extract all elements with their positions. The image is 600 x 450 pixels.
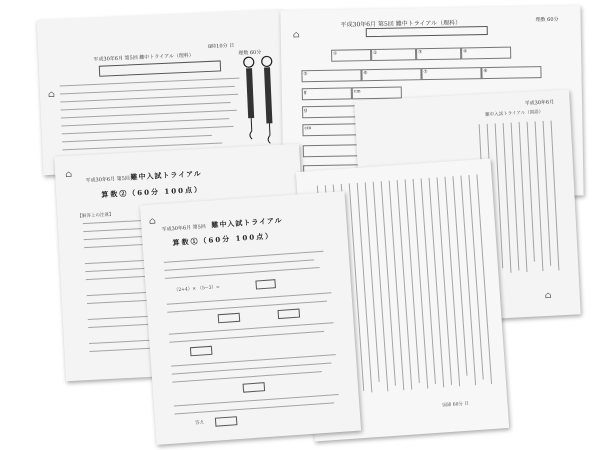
text-column xyxy=(373,182,389,392)
sheet-math-1 xyxy=(140,191,361,445)
sheet-header: 平成30年6月 第5回 難中トライアル（理科） xyxy=(93,52,194,63)
text-column xyxy=(381,181,396,386)
text-column xyxy=(511,123,520,271)
house-icon: ⌂ xyxy=(544,290,552,302)
sheet-header: 平成30年6月 第5回 難中トライアル（理科） xyxy=(340,19,462,29)
sheet-subject: 算数②（60分 100点） xyxy=(101,184,204,200)
text-line xyxy=(61,102,231,110)
text-column xyxy=(389,181,405,391)
text-column xyxy=(543,121,552,266)
text-line xyxy=(60,78,240,87)
answer-cell: ① xyxy=(331,49,371,62)
answer-cell: ④ xyxy=(461,47,511,60)
house-icon: ⌂ xyxy=(47,89,56,100)
sheet-header: 平成30年6月 xyxy=(524,99,555,107)
text-column xyxy=(445,177,461,387)
answer-box xyxy=(278,309,301,320)
answer-label: 答え xyxy=(195,420,205,427)
house-icon: ⌂ xyxy=(292,30,300,41)
text-column xyxy=(413,179,429,389)
unit-cell: cm xyxy=(302,123,362,136)
sheet-code: 理数 60分 xyxy=(238,49,262,57)
instruction-box xyxy=(99,60,221,76)
sheet-title: 難中入試トライアル xyxy=(211,215,283,230)
unit-cell: g xyxy=(302,105,362,118)
answer-box xyxy=(243,382,266,393)
answer-cell: ⑤ xyxy=(301,69,361,82)
sheet-header: 平成30年6月 第5回 xyxy=(85,175,131,184)
text-column xyxy=(535,121,544,271)
answer-cell: ② xyxy=(371,48,416,61)
text-column xyxy=(429,178,445,388)
answer-box xyxy=(218,313,241,324)
text-column xyxy=(365,182,380,382)
answer-cell: ③ xyxy=(416,47,461,60)
text-column xyxy=(397,180,413,390)
answer-box xyxy=(255,279,276,289)
answer-cell: ⑧ xyxy=(481,66,541,79)
spring-scale-icon xyxy=(239,55,283,147)
text-column xyxy=(476,174,492,384)
text-column xyxy=(357,183,373,393)
unit-cell: g xyxy=(302,87,352,100)
text-column xyxy=(527,122,535,262)
text-line xyxy=(62,135,212,143)
sheet-title: 難中入試トライアル（国語） xyxy=(485,109,544,118)
answer-cell: ⑥ xyxy=(361,68,421,81)
text-column xyxy=(551,120,560,270)
answer-cell: ⑦ xyxy=(421,67,481,80)
sheet-footer: 国語 60分 日 xyxy=(442,401,470,409)
text-line xyxy=(60,94,238,103)
sheet-date: 8時10分 日 xyxy=(207,42,235,50)
sheet-header: 平成30年6月 第5回 xyxy=(161,223,207,233)
text-column xyxy=(468,175,483,380)
sheet-section: 【解答上の注意】 xyxy=(77,212,114,220)
text-column xyxy=(452,176,467,376)
text-column xyxy=(421,178,436,384)
sheet-code: 理数 60分 xyxy=(535,16,559,24)
text-column xyxy=(405,179,420,383)
instruction-box xyxy=(366,26,488,37)
sheet-subject: 算数①（60分 100点） xyxy=(172,231,275,248)
text-line xyxy=(62,126,234,135)
sheet-title: 難中入試トライアル xyxy=(130,168,202,182)
answer-box xyxy=(190,346,213,357)
text-line xyxy=(60,86,235,95)
text-column xyxy=(460,176,476,386)
house-icon: ⌂ xyxy=(148,216,157,227)
house-icon: ⌂ xyxy=(64,169,73,181)
text-line xyxy=(61,110,237,119)
formula: （2+4）× （5−3）= xyxy=(173,285,220,294)
text-column xyxy=(503,123,512,273)
unit-cell: cm xyxy=(352,87,402,100)
answer-box xyxy=(215,416,238,427)
text-column xyxy=(437,177,453,385)
text-line xyxy=(61,118,229,126)
text-column xyxy=(519,122,528,272)
